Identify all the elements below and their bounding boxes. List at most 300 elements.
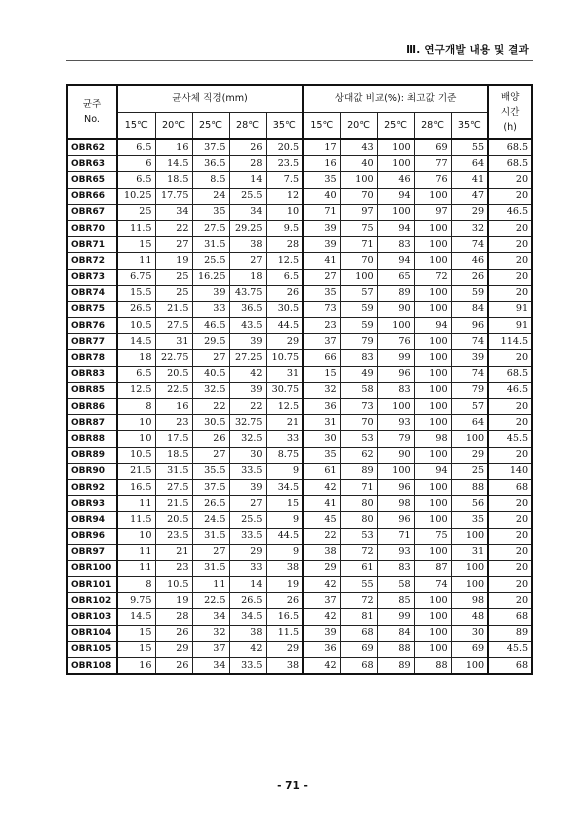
diameter-cell: 8 — [117, 399, 155, 415]
days-cell: 20 — [488, 269, 532, 285]
diameter-cell: 21.5 — [155, 496, 192, 512]
strain-cell: OBR90 — [67, 463, 117, 479]
relative-cell: 100 — [414, 188, 451, 204]
diameter-cell: 26.5 — [229, 593, 266, 609]
strain-cell: OBR78 — [67, 350, 117, 366]
diameter-cell: 35 — [192, 204, 229, 220]
strain-cell: OBR93 — [67, 496, 117, 512]
table-row — [67, 156, 532, 172]
relative-cell: 42 — [303, 609, 340, 625]
table-row — [67, 350, 532, 366]
relative-cell: 75 — [340, 220, 377, 236]
relative-cell: 71 — [377, 528, 414, 544]
relative-cell: 93 — [377, 415, 414, 431]
header-divider — [66, 60, 533, 61]
days-cell: 46.5 — [488, 382, 532, 398]
strain-cell: OBR63 — [67, 156, 117, 172]
diameter-cell: 34 — [155, 204, 192, 220]
diameter-cell: 28 — [155, 609, 192, 625]
relative-cell: 73 — [340, 399, 377, 415]
diameter-cell: 26 — [155, 658, 192, 675]
diameter-cell: 37.5 — [192, 479, 229, 495]
diameter-cell: 27 — [192, 350, 229, 366]
diameter-cell: 18 — [229, 269, 266, 285]
diameter-cell: 39 — [229, 334, 266, 350]
relative-cell: 31 — [303, 415, 340, 431]
diameter-cell: 37.5 — [192, 139, 229, 156]
days-cell: 68 — [488, 609, 532, 625]
relative-cell: 70 — [340, 415, 377, 431]
relative-cell: 84 — [377, 625, 414, 641]
diameter-cell: 29 — [266, 334, 303, 350]
strain-cell: OBR71 — [67, 237, 117, 253]
relative-cell: 29 — [451, 204, 488, 220]
table-row — [67, 253, 532, 269]
diameter-cell: 10.5 — [155, 577, 192, 593]
relative-cell: 26 — [451, 269, 488, 285]
strain-cell: OBR75 — [67, 301, 117, 317]
relative-cell: 68 — [340, 658, 377, 675]
relative-cell: 48 — [451, 609, 488, 625]
relative-cell: 46 — [451, 253, 488, 269]
relative-cell: 80 — [340, 512, 377, 528]
relative-cell: 17 — [303, 139, 340, 156]
diameter-cell: 32.5 — [229, 431, 266, 447]
diameter-cell: 20.5 — [155, 512, 192, 528]
diameter-cell: 16.25 — [192, 269, 229, 285]
table-row — [67, 625, 532, 641]
relative-cell: 98 — [451, 593, 488, 609]
relative-cell: 89 — [377, 658, 414, 675]
diameter-cell: 27.5 — [155, 479, 192, 495]
relative-cell: 96 — [377, 512, 414, 528]
diameter-cell: 27.25 — [229, 350, 266, 366]
strain-cell: OBR66 — [67, 188, 117, 204]
diameter-cell: 6.5 — [117, 366, 155, 382]
diameter-cell: 34.5 — [266, 479, 303, 495]
diameter-cell: 30.5 — [266, 301, 303, 317]
diameter-cell: 39 — [192, 285, 229, 301]
diameter-cell: 30.5 — [192, 415, 229, 431]
days-cell: 20 — [488, 285, 532, 301]
diameter-cell: 23 — [155, 560, 192, 576]
relative-cell: 62 — [340, 447, 377, 463]
days-cell: 20 — [488, 577, 532, 593]
strain-cell: OBR76 — [67, 318, 117, 334]
diameter-cell: 16.5 — [266, 609, 303, 625]
relative-cell: 46 — [377, 172, 414, 188]
diameter-cell: 29.25 — [229, 220, 266, 236]
relative-cell: 97 — [340, 204, 377, 220]
relative-cell: 94 — [377, 188, 414, 204]
relative-cell: 74 — [451, 237, 488, 253]
diameter-cell: 10.25 — [117, 188, 155, 204]
diameter-cell: 34 — [192, 658, 229, 675]
relative-cell: 100 — [414, 641, 451, 657]
table-row — [67, 334, 532, 350]
relative-cell: 88 — [414, 658, 451, 675]
diameter-cell: 9 — [266, 463, 303, 479]
table-row — [67, 399, 532, 415]
diameter-cell: 9 — [266, 544, 303, 560]
diameter-cell: 21 — [155, 544, 192, 560]
table-row — [67, 172, 532, 188]
relative-cell: 93 — [377, 544, 414, 560]
relative-cell: 31 — [451, 544, 488, 560]
relative-cell: 74 — [451, 366, 488, 382]
diameter-cell: 15.5 — [117, 285, 155, 301]
relative-cell: 30 — [303, 431, 340, 447]
diameter-cell: 26.5 — [192, 496, 229, 512]
diameter-cell: 31.5 — [192, 560, 229, 576]
table-row — [67, 512, 532, 528]
diameter-cell: 25 — [117, 204, 155, 220]
diameter-cell: 25.5 — [229, 188, 266, 204]
diameter-cell: 21.5 — [155, 301, 192, 317]
strain-cell: OBR92 — [67, 479, 117, 495]
relative-cell: 96 — [451, 318, 488, 334]
diameter-cell: 8.5 — [192, 172, 229, 188]
strain-cell: OBR72 — [67, 253, 117, 269]
relative-cell: 88 — [377, 641, 414, 657]
diameter-cell: 14.5 — [117, 334, 155, 350]
diameter-temp-header: 35℃ — [266, 113, 303, 140]
diameter-cell: 27.5 — [192, 220, 229, 236]
table-row — [67, 318, 532, 334]
diameter-cell: 34 — [229, 204, 266, 220]
relative-cell: 79 — [451, 382, 488, 398]
diameter-cell: 25 — [155, 285, 192, 301]
relative-cell: 36 — [303, 641, 340, 657]
relative-cell: 79 — [340, 334, 377, 350]
relative-cell: 100 — [340, 269, 377, 285]
strain-cell: OBR89 — [67, 447, 117, 463]
days-cell: 20 — [488, 415, 532, 431]
diameter-cell: 33 — [192, 301, 229, 317]
diameter-cell: 42 — [229, 641, 266, 657]
diameter-cell: 27 — [192, 544, 229, 560]
days-cell: 20 — [488, 172, 532, 188]
relative-cell: 35 — [303, 447, 340, 463]
relative-cell: 100 — [414, 366, 451, 382]
diameter-cell: 9 — [266, 512, 303, 528]
days-cell: 91 — [488, 301, 532, 317]
diameter-cell: 38 — [266, 658, 303, 675]
relative-cell: 87 — [414, 560, 451, 576]
relative-cell: 100 — [414, 593, 451, 609]
diameter-cell: 22 — [229, 399, 266, 415]
strain-cell: OBR104 — [67, 625, 117, 641]
strain-cell: OBR88 — [67, 431, 117, 447]
relative-cell: 30 — [451, 625, 488, 641]
relative-cell: 100 — [377, 139, 414, 156]
diameter-cell: 10.75 — [266, 350, 303, 366]
relative-cell: 57 — [451, 399, 488, 415]
diameter-cell: 33 — [266, 431, 303, 447]
days-column-header: 배양 시간 (h) — [488, 85, 532, 139]
relative-cell: 99 — [377, 350, 414, 366]
days-cell: 68 — [488, 658, 532, 675]
strain-cell: OBR105 — [67, 641, 117, 657]
diameter-cell: 46.5 — [192, 318, 229, 334]
diameter-cell: 16 — [155, 399, 192, 415]
relative-cell: 100 — [377, 399, 414, 415]
table-row — [67, 301, 532, 317]
relative-cell: 39 — [303, 237, 340, 253]
relative-cell: 39 — [303, 220, 340, 236]
diameter-cell: 38 — [229, 625, 266, 641]
relative-cell: 100 — [414, 220, 451, 236]
relative-cell: 53 — [340, 431, 377, 447]
relative-cell: 70 — [340, 188, 377, 204]
relative-cell: 40 — [340, 156, 377, 172]
relative-cell: 58 — [377, 577, 414, 593]
diameter-cell: 28 — [229, 156, 266, 172]
relative-cell: 100 — [377, 463, 414, 479]
diameter-cell: 35.5 — [192, 463, 229, 479]
diameter-group-header: 균사체 직경(mm) — [117, 85, 303, 113]
diameter-cell: 30.75 — [266, 382, 303, 398]
diameter-cell: 26 — [229, 139, 266, 156]
table-row — [67, 382, 532, 398]
relative-cell: 22 — [303, 528, 340, 544]
strain-cell: OBR70 — [67, 220, 117, 236]
diameter-cell: 39 — [229, 382, 266, 398]
table-row — [67, 641, 532, 657]
relative-cell: 42 — [303, 577, 340, 593]
diameter-cell: 22 — [155, 220, 192, 236]
diameter-cell: 6.5 — [117, 172, 155, 188]
strain-column-header: 균주 No. — [67, 85, 117, 139]
diameter-cell: 31.5 — [155, 463, 192, 479]
relative-cell: 100 — [377, 204, 414, 220]
relative-cell: 69 — [414, 139, 451, 156]
diameter-cell: 29 — [155, 641, 192, 657]
diameter-cell: 11 — [192, 577, 229, 593]
relative-cell: 59 — [340, 318, 377, 334]
strain-cell: OBR97 — [67, 544, 117, 560]
table-row — [67, 220, 532, 236]
relative-cell: 25 — [451, 463, 488, 479]
table-row — [67, 544, 532, 560]
relative-cell: 47 — [451, 188, 488, 204]
relative-cell: 100 — [451, 560, 488, 576]
relative-cell: 71 — [303, 204, 340, 220]
relative-cell: 40 — [303, 188, 340, 204]
diameter-cell: 43.75 — [229, 285, 266, 301]
days-cell: 20 — [488, 253, 532, 269]
diameter-cell: 10 — [266, 204, 303, 220]
table-row — [67, 496, 532, 512]
relative-temp-header: 15℃ — [303, 113, 340, 140]
table-row — [67, 593, 532, 609]
diameter-cell: 28 — [266, 237, 303, 253]
relative-cell: 74 — [414, 577, 451, 593]
diameter-cell: 42 — [229, 366, 266, 382]
table-row — [67, 577, 532, 593]
diameter-cell: 44.5 — [266, 318, 303, 334]
diameter-cell: 44.5 — [266, 528, 303, 544]
relative-cell: 32 — [451, 220, 488, 236]
diameter-cell: 27 — [229, 253, 266, 269]
relative-cell: 38 — [303, 544, 340, 560]
strain-cell: OBR101 — [67, 577, 117, 593]
diameter-cell: 25.5 — [229, 512, 266, 528]
relative-cell: 45 — [303, 512, 340, 528]
strain-cell: OBR67 — [67, 204, 117, 220]
strain-cell: OBR102 — [67, 593, 117, 609]
table-row — [67, 609, 532, 625]
relative-cell: 100 — [414, 301, 451, 317]
diameter-cell: 23.5 — [266, 156, 303, 172]
diameter-cell: 10 — [117, 415, 155, 431]
strain-cell: OBR77 — [67, 334, 117, 350]
diameter-cell: 11 — [117, 560, 155, 576]
diameter-temp-header: 28℃ — [229, 113, 266, 140]
diameter-cell: 32.5 — [192, 382, 229, 398]
relative-cell: 100 — [414, 285, 451, 301]
relative-cell: 61 — [303, 463, 340, 479]
days-cell: 20 — [488, 544, 532, 560]
mycelium-temperature-table — [66, 84, 533, 675]
days-cell: 20 — [488, 447, 532, 463]
days-cell: 68.5 — [488, 139, 532, 156]
diameter-cell: 22.75 — [155, 350, 192, 366]
relative-cell: 72 — [414, 269, 451, 285]
diameter-cell: 8.75 — [266, 447, 303, 463]
relative-cell: 100 — [414, 415, 451, 431]
diameter-cell: 11.5 — [266, 625, 303, 641]
relative-cell: 100 — [414, 447, 451, 463]
relative-cell: 58 — [340, 382, 377, 398]
diameter-cell: 19 — [266, 577, 303, 593]
table-row — [67, 463, 532, 479]
diameter-cell: 6 — [117, 156, 155, 172]
diameter-cell: 10 — [117, 431, 155, 447]
diameter-cell: 11 — [117, 496, 155, 512]
relative-cell: 42 — [303, 479, 340, 495]
relative-cell: 70 — [340, 253, 377, 269]
strain-cell: OBR103 — [67, 609, 117, 625]
diameter-cell: 31 — [155, 334, 192, 350]
relative-cell: 100 — [414, 544, 451, 560]
diameter-cell: 18 — [117, 350, 155, 366]
diameter-cell: 11.5 — [117, 220, 155, 236]
diameter-cell: 37 — [192, 641, 229, 657]
relative-cell: 61 — [340, 560, 377, 576]
relative-cell: 42 — [303, 658, 340, 675]
diameter-cell: 11.5 — [117, 512, 155, 528]
relative-cell: 83 — [377, 237, 414, 253]
strain-cell: OBR94 — [67, 512, 117, 528]
table-row — [67, 139, 532, 156]
table-row — [67, 658, 532, 675]
relative-cell: 65 — [377, 269, 414, 285]
relative-cell: 32 — [303, 382, 340, 398]
relative-cell: 77 — [414, 156, 451, 172]
diameter-cell: 14 — [229, 172, 266, 188]
days-cell: 68.5 — [488, 366, 532, 382]
diameter-cell: 6.5 — [266, 269, 303, 285]
table-row — [67, 447, 532, 463]
relative-cell: 69 — [451, 641, 488, 657]
diameter-cell: 32 — [192, 625, 229, 641]
diameter-cell: 19 — [155, 593, 192, 609]
relative-cell: 100 — [451, 431, 488, 447]
strain-cell: OBR108 — [67, 658, 117, 675]
relative-cell: 83 — [377, 382, 414, 398]
diameter-cell: 32.75 — [229, 415, 266, 431]
table-row — [67, 431, 532, 447]
diameter-cell: 25.5 — [192, 253, 229, 269]
diameter-cell: 26 — [155, 625, 192, 641]
relative-cell: 41 — [451, 172, 488, 188]
relative-cell: 55 — [451, 139, 488, 156]
relative-temp-header: 28℃ — [414, 113, 451, 140]
relative-cell: 100 — [340, 172, 377, 188]
table-row — [67, 204, 532, 220]
days-cell: 140 — [488, 463, 532, 479]
relative-cell: 68 — [340, 625, 377, 641]
diameter-cell: 24.5 — [192, 512, 229, 528]
relative-cell: 72 — [340, 593, 377, 609]
relative-cell: 99 — [377, 609, 414, 625]
relative-cell: 100 — [414, 253, 451, 269]
diameter-cell: 43.5 — [229, 318, 266, 334]
diameter-cell: 6.75 — [117, 269, 155, 285]
diameter-cell: 26 — [266, 285, 303, 301]
strain-cell: OBR86 — [67, 399, 117, 415]
relative-cell: 89 — [377, 285, 414, 301]
relative-cell: 100 — [414, 382, 451, 398]
relative-cell: 100 — [414, 512, 451, 528]
diameter-cell: 8 — [117, 577, 155, 593]
relative-temp-header: 20℃ — [340, 113, 377, 140]
relative-cell: 16 — [303, 156, 340, 172]
relative-cell: 76 — [414, 172, 451, 188]
relative-cell: 37 — [303, 334, 340, 350]
diameter-cell: 15 — [117, 625, 155, 641]
relative-cell: 49 — [340, 366, 377, 382]
relative-cell: 89 — [340, 463, 377, 479]
relative-cell: 29 — [451, 447, 488, 463]
relative-cell: 35 — [451, 512, 488, 528]
diameter-cell: 17.5 — [155, 431, 192, 447]
diameter-cell: 36.5 — [229, 301, 266, 317]
relative-cell: 27 — [303, 269, 340, 285]
diameter-cell: 31 — [266, 366, 303, 382]
relative-cell: 100 — [377, 318, 414, 334]
relative-cell: 90 — [377, 301, 414, 317]
relative-temp-header: 35℃ — [451, 113, 488, 140]
diameter-cell: 33 — [229, 560, 266, 576]
days-cell: 68.5 — [488, 156, 532, 172]
days-cell: 20 — [488, 399, 532, 415]
strain-cell: OBR85 — [67, 382, 117, 398]
relative-cell: 85 — [377, 593, 414, 609]
relative-cell: 100 — [414, 350, 451, 366]
diameter-cell: 20.5 — [155, 366, 192, 382]
diameter-cell: 22 — [192, 399, 229, 415]
relative-cell: 66 — [303, 350, 340, 366]
table-row — [67, 560, 532, 576]
relative-cell: 64 — [451, 156, 488, 172]
table-row — [67, 415, 532, 431]
days-cell: 20 — [488, 220, 532, 236]
relative-cell: 100 — [414, 399, 451, 415]
relative-cell: 75 — [414, 528, 451, 544]
relative-cell: 98 — [377, 496, 414, 512]
